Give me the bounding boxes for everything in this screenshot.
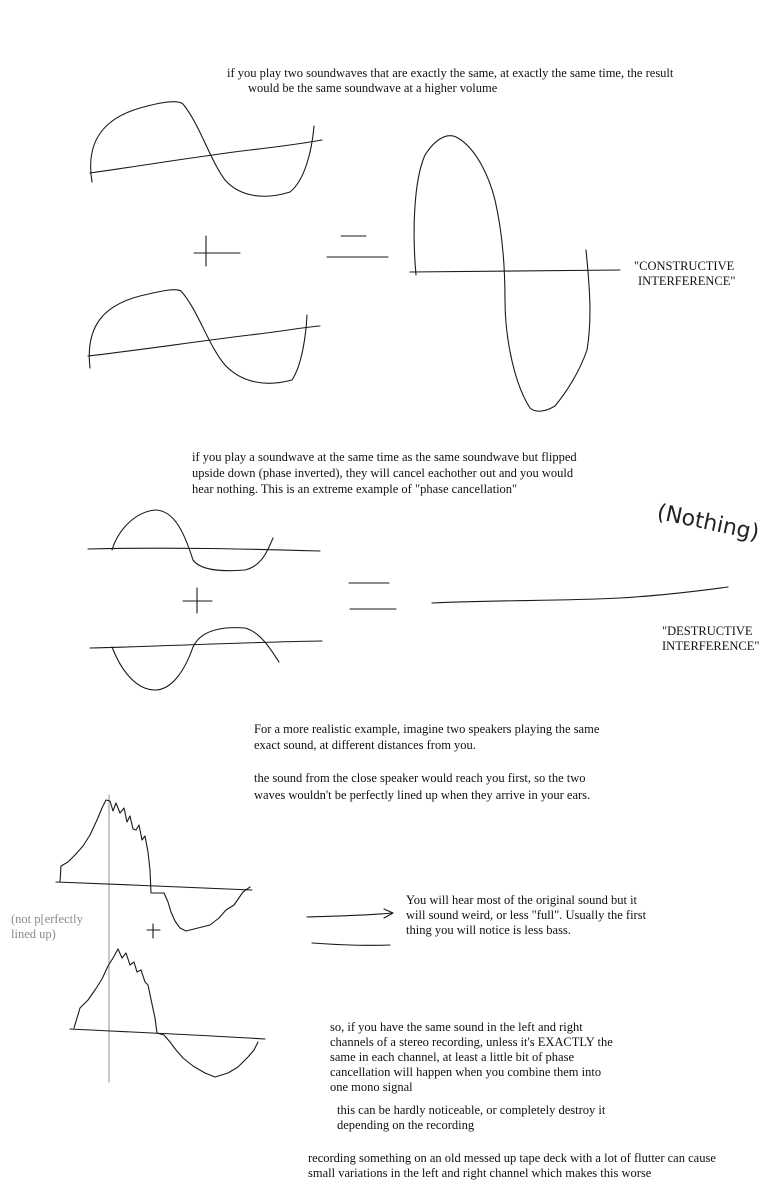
hear-line-1: You will hear most of the original sound but it (406, 893, 638, 907)
phase-line-2: upside down (phase inverted), they will cancel eachother out and you would (192, 466, 574, 480)
wave-a-top (90, 102, 322, 197)
wave-c-top (56, 800, 252, 931)
tape-deck-line-1: recording something on an old messed up tape deck with a lot of flutter can cause (308, 1151, 716, 1165)
close-speaker-line-2: waves wouldn't be perfectly lined up when they arrive in your ears. (254, 788, 591, 802)
plus-sign-1 (194, 236, 240, 266)
constructive-label-2: INTERFERENCE" (638, 274, 736, 288)
arrow-equals-3 (307, 909, 393, 945)
noticeable-line-1: this can be hardly noticeable, or completely destroy it (337, 1103, 606, 1117)
realistic-line-2: exact sound, at different distances from you. (254, 738, 476, 752)
wave-b-top (88, 510, 320, 571)
plus-sign-3 (147, 924, 160, 938)
constructive-label-1: "CONSTRUCTIVE (634, 259, 735, 273)
plus-sign-2 (183, 588, 212, 613)
phase-line-1: if you play a soundwave at the same time as the same soundwave but flipped (192, 450, 577, 464)
wave-b-bottom (90, 628, 322, 690)
stereo-line-4: cancellation will happen when you combine them into (330, 1065, 602, 1079)
wave-a-bottom (88, 290, 320, 384)
equals-sign-1 (327, 236, 388, 257)
destructive-label-2: INTERFERENCE" (662, 639, 760, 653)
equals-sign-2 (349, 583, 396, 609)
nothing-note: (Nothing) (654, 500, 762, 547)
phase-line-3: hear nothing. This is an extreme example of "phase cancellation" (192, 482, 518, 496)
stereo-line-1: so, if you have the same sound in the left and right (330, 1020, 583, 1034)
stereo-line-3: same in each channel, at least a little bit of phase (330, 1050, 575, 1064)
noticeable-line-2: depending on the recording (337, 1118, 475, 1132)
not-lined-up-note-2: lined up) (11, 927, 56, 941)
wave-sum-large (410, 136, 620, 411)
hear-line-2: will sound weird, or less "full". Usually the first (406, 908, 647, 922)
hear-line-3: thing you will notice is less bass. (406, 923, 571, 937)
wave-c-bottom (70, 949, 265, 1077)
stereo-line-5: one mono signal (330, 1080, 413, 1094)
flat-line-result (432, 587, 728, 603)
tape-deck-line-2: small variations in the left and right channel which makes this worse (308, 1166, 652, 1180)
destructive-label-1: "DESTRUCTIVE (662, 624, 753, 638)
not-lined-up-note-1: (not p[erfectly (11, 912, 83, 926)
intro-line-1: if you play two soundwaves that are exactly the same, at exactly the same time, the result (227, 66, 674, 80)
intro-line-2: would be the same soundwave at a higher volume (248, 81, 498, 95)
stereo-line-2: channels of a stereo recording, unless it's EXACTLY the (330, 1035, 613, 1049)
realistic-line-1: For a more realistic example, imagine two speakers playing the same (254, 722, 600, 736)
close-speaker-line-1: the sound from the close speaker would reach you first, so the two (254, 771, 586, 785)
